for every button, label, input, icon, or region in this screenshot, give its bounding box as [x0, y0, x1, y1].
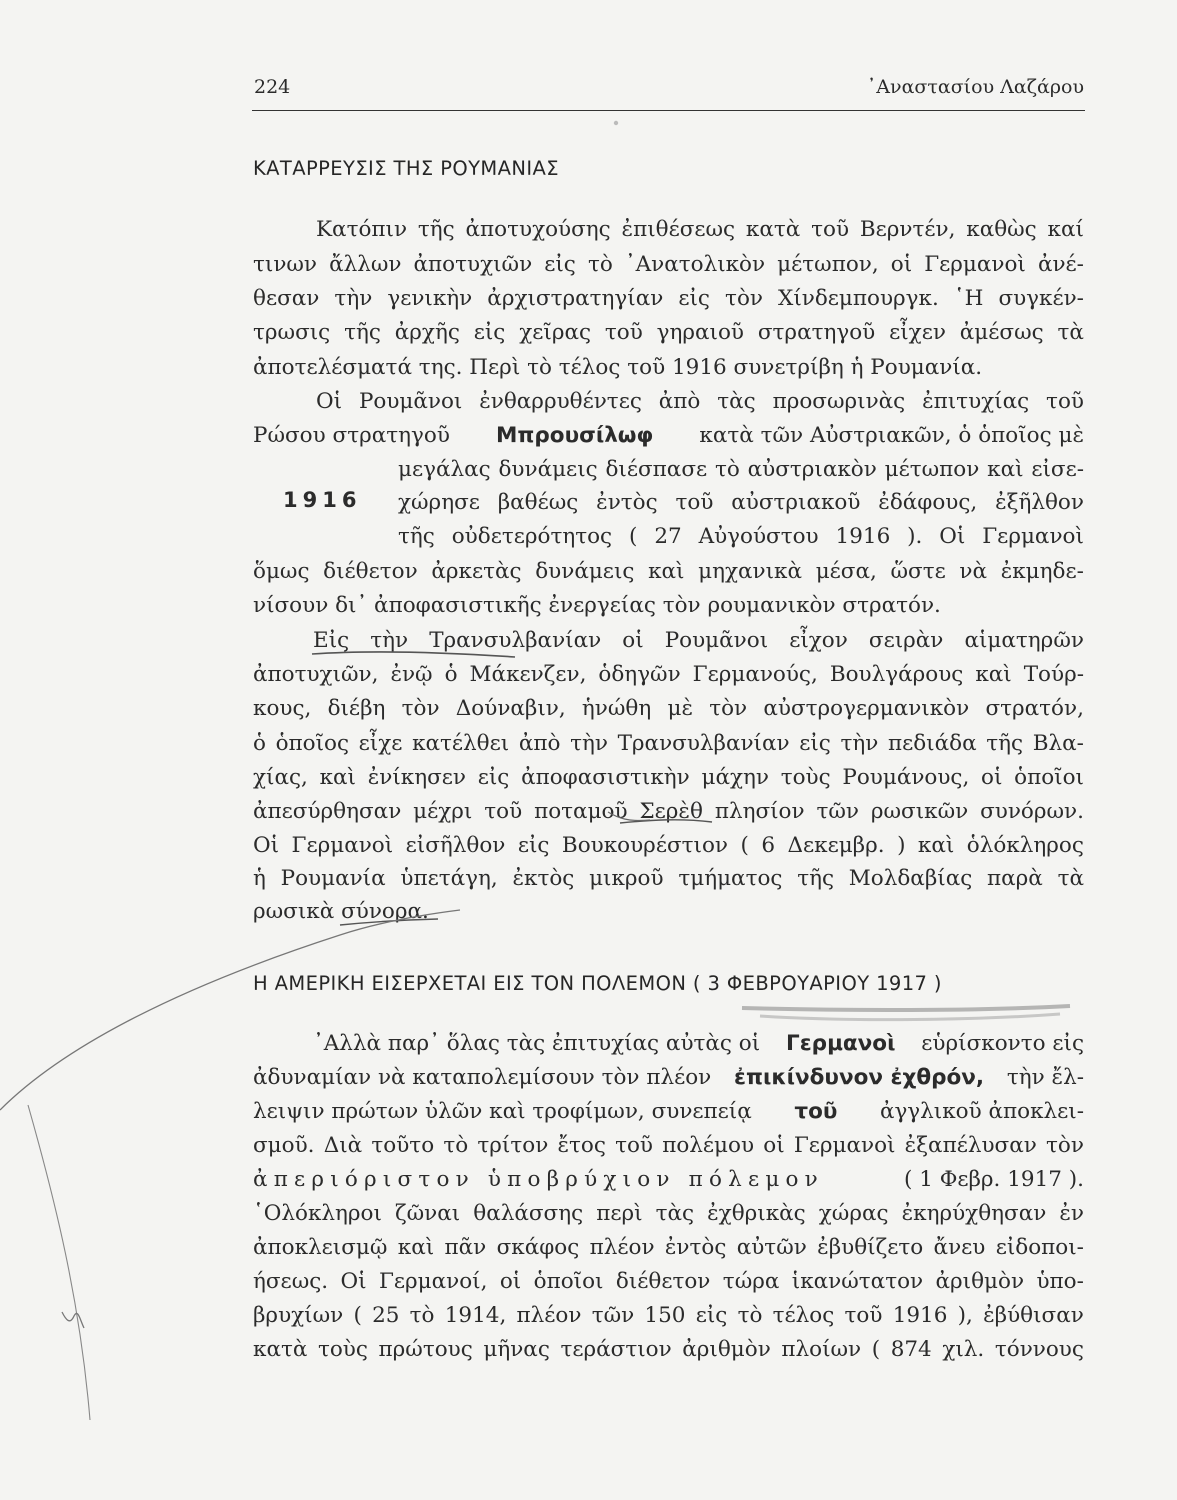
word: ὑπετάγη, [400, 866, 498, 891]
word: 150 [644, 1303, 686, 1328]
word: Γερμανοί, [378, 1269, 488, 1294]
word: τὸν [401, 696, 440, 721]
word: Γερμανοὶ [291, 833, 394, 858]
word: μέτωπον, [777, 252, 879, 277]
text-run: λειψιν πρώτων ὑλῶν καὶ τροφίμων, συνεπείᾳ [253, 1099, 752, 1124]
indented-line [398, 455, 1084, 485]
paragraph-line [253, 1199, 1084, 1229]
word: ἀποκλεισμῷ [253, 1235, 388, 1260]
paragraph-line [253, 1267, 1084, 1297]
word: Εἰς [313, 628, 350, 653]
paragraph-line [253, 1233, 1084, 1263]
word: τῆς [986, 731, 1024, 756]
text-run: ἀδυναμίαν νὰ καταπολεμίσουν τὸν πλέον [253, 1065, 712, 1090]
word: τὴν [370, 628, 409, 653]
word: τώρα [722, 1269, 780, 1294]
word: αὐστρογερμανικὸν [763, 696, 970, 721]
paragraph-line: ρωσικὰ σύνορα. [253, 899, 429, 924]
word: Μολδαβίας [848, 866, 973, 891]
word: καὶ [987, 457, 1024, 482]
indented-line [398, 488, 1084, 518]
paragraph-line: ἀποτελέσματά της. Περὶ τὸ τέλος τοῦ 1916 συνετρίβη ἡ Ρουμανία. [253, 355, 983, 380]
word: τῶν [816, 799, 859, 824]
word: μέτωπον [884, 457, 980, 482]
word: τόννους [994, 1337, 1084, 1362]
word: χίας, [253, 765, 308, 790]
word: χιλ. [942, 1337, 985, 1362]
text-run: ἀγγλικοῦ ἀποκλει- [879, 1099, 1084, 1124]
word: Ρουμᾶνοι [358, 389, 463, 414]
word: καθὼς [966, 217, 1037, 242]
word: ὑπο- [1036, 1269, 1084, 1294]
word: ( [740, 833, 749, 858]
word: ἀποτυχιῶν, [253, 662, 379, 687]
pencil-squiggle-left [62, 1312, 84, 1328]
word: ( [871, 1337, 881, 1362]
word: εἶχε [358, 731, 403, 756]
word: ὁ [253, 731, 266, 756]
word: ( [629, 524, 638, 549]
word: ὥστε [890, 559, 946, 584]
word: τοῦ [604, 320, 643, 345]
word: τὸ [587, 252, 613, 277]
word: βαθέως [497, 490, 579, 515]
word: 27 [654, 524, 682, 549]
word: οὐδετερότητος [451, 524, 613, 549]
word: εἰδοποι- [995, 1235, 1084, 1260]
word: 25 [372, 1303, 400, 1328]
word: χώρησε [398, 490, 480, 515]
word: θαλάσσης [473, 1201, 584, 1226]
word: ρωσικῶν [870, 799, 969, 824]
paragraph-line [253, 831, 1084, 861]
word: μέχρι [413, 799, 473, 824]
word: Βουλγάρους [829, 662, 964, 687]
text-run: ᾽Αλλὰ παρ᾽ ὅλας τὰς ἐπιτυχίας αὐτὰς οἱ [313, 1031, 761, 1056]
word: μὲ [667, 696, 693, 721]
word: Οἱ [939, 524, 966, 549]
word: τὴν [840, 731, 879, 756]
word: πλέον [589, 1235, 655, 1260]
word: πρώτους [378, 1337, 473, 1362]
word: κατὰ [745, 217, 801, 242]
word: ἐνῷ [390, 662, 433, 687]
word: τρωσις [253, 320, 331, 345]
word: ἐβύθισαν [983, 1303, 1084, 1328]
word: τὸ [409, 1303, 435, 1328]
word: τὰς [717, 389, 756, 414]
indented-line [398, 522, 1084, 552]
word: ποταμοῦ [534, 799, 628, 824]
word: Τρανσυλβανίαν [429, 628, 602, 653]
word: ἐνίκησεν [367, 765, 466, 790]
word: ἐνθαρρυθέντες [479, 389, 642, 414]
word: 1916 [835, 524, 891, 549]
word: γενικὴν [387, 286, 473, 311]
name-brusilov: Μπρουσίλωφ [496, 423, 654, 448]
running-head: ᾽Αναστασίου Λαζάρου [866, 76, 1084, 98]
word: 1914, [444, 1303, 507, 1328]
word: τοῦ [844, 1303, 883, 1328]
word: 1916 [892, 1303, 948, 1328]
word: ὅμως [253, 559, 310, 584]
word: εἰς [473, 320, 506, 345]
word: τῆς [398, 524, 435, 549]
word: ἐπιθέσεως [621, 217, 736, 242]
word: Ρουμᾶνοι [664, 628, 769, 653]
word: τοῦτο [371, 1133, 435, 1158]
paragraph-line [253, 1165, 1084, 1195]
word: κατὰ [253, 1337, 308, 1362]
word: καὶ [975, 662, 1012, 687]
word: αὐστριακοῦ [731, 490, 861, 515]
word: τὸ [443, 1133, 469, 1158]
word: μέσα, [815, 559, 877, 584]
word: ἀποτυχούσης [465, 217, 611, 242]
pencil-arc-lower [28, 1105, 90, 1420]
word: ἐκηρύχθησαν [901, 1201, 1047, 1226]
word: εἶχον [789, 628, 848, 653]
word: συνόρων. [980, 799, 1084, 824]
word: Χίνδεμπουργκ. [778, 286, 939, 311]
word: δυνάμεις [498, 457, 598, 482]
word: αὐστριακὸν [747, 457, 877, 482]
word: μηχανικὰ [698, 559, 803, 584]
word: παρὰ [987, 866, 1043, 891]
paragraph-line [253, 694, 1084, 724]
word: τῆς [344, 320, 381, 345]
word: πλοίων [781, 1337, 862, 1362]
paragraph-line [253, 1063, 1084, 1093]
word: ἐξῆλθον [995, 490, 1084, 515]
section-heading-america: Η ΑΜΕΡΙΚΗ ΕΙΣΕΡΧΕΤΑΙ ΕΙΣ ΤΟΝ ΠΟΛΕΜΟΝ ( 3 ΦΕΒΡΟΥΑΡΙΟΥ 1917 ) [253, 972, 942, 995]
word: ὁποῖος [275, 731, 350, 756]
word: πᾶν [444, 1235, 487, 1260]
paragraph-line [253, 1131, 1084, 1161]
word: τὸ [737, 1303, 763, 1328]
word: ζῶναι [394, 1201, 461, 1226]
word: ὁ [444, 662, 458, 687]
word: πλησίον [714, 799, 805, 824]
word: σκάφος [496, 1235, 580, 1260]
word: τμήματος [678, 866, 783, 891]
text-run: ( 1 Φεβρ. 1917 ). [903, 1167, 1084, 1192]
word: τῶν [591, 1303, 635, 1328]
spaced-emphasis: ἀπεριόριστον ὑποβρύχιον πόλεμον [253, 1167, 824, 1192]
text-run: Ρώσου στρατηγοῦ [253, 423, 450, 448]
word: ἐξαπέλυσαν [904, 1133, 1037, 1158]
word: καί [1047, 217, 1084, 242]
word: ἐπιτυχίας [922, 389, 1030, 414]
word: ᾽Ανατολικὸν [624, 252, 766, 277]
word: τρίτον [477, 1133, 549, 1158]
word: τέλος [772, 1303, 835, 1328]
text-run: τὴν ἔλ- [1006, 1065, 1084, 1090]
word: Μάκενζεν, [469, 662, 587, 687]
word: τοῦ [615, 1133, 654, 1158]
word: στρατόν, [985, 696, 1084, 721]
word: τὴν [334, 286, 373, 311]
paragraph-line [313, 1029, 1084, 1059]
word: καὶ [397, 1235, 435, 1260]
word: κατέλθει [412, 731, 510, 756]
word: ἀνέ- [1037, 252, 1084, 277]
bold-term: τοῦ [794, 1099, 838, 1124]
word: Οἱ [340, 1269, 367, 1294]
word: τὰ [1057, 866, 1084, 891]
word: Ρουμάνους, [842, 765, 970, 790]
word: καὶ [917, 833, 955, 858]
word: Βουκουρέστιον [561, 833, 728, 858]
word: Γερμανοὶ [924, 252, 1026, 277]
word: τὰ [1057, 320, 1084, 345]
word: εἰς [695, 1303, 728, 1328]
word: εἰσε- [1031, 457, 1084, 482]
word: 874 [890, 1337, 932, 1362]
word: Γερμανούς, [692, 662, 818, 687]
word: καὶ [319, 765, 356, 790]
word: ), [957, 1303, 973, 1328]
word: Οἱ [253, 833, 280, 858]
word: ῾Ολόκληροι [253, 1201, 382, 1226]
page-header [252, 76, 1084, 104]
paragraph-line [253, 284, 1084, 314]
word: τοὺς [780, 765, 831, 790]
word: τὸν [725, 286, 763, 311]
word: θεσαν [253, 286, 320, 311]
paragraph-line [253, 318, 1084, 348]
word: τῆς [797, 866, 835, 891]
text-run: εὑρίσκοντο εἰς [921, 1031, 1084, 1056]
word: ὁποῖοι [533, 1269, 604, 1294]
word: Ρουμανία [280, 866, 386, 891]
word: σειρὰν [868, 628, 944, 653]
word: στρατηγοῦ [757, 320, 876, 345]
word: κους, [253, 696, 312, 721]
word: Τούρ- [1023, 662, 1084, 687]
scan-dot [614, 121, 618, 125]
word: τοῦ [1046, 389, 1084, 414]
word: ). [907, 524, 923, 549]
word: ἀπὸ [658, 389, 701, 414]
word: τοὺς [317, 1337, 368, 1362]
word: νὰ [959, 559, 988, 584]
word: εἰς [678, 286, 710, 311]
margin-year: 1916 [283, 488, 362, 512]
word: ἐκτὸς [512, 866, 575, 891]
bold-term: Γερμανοὶ [786, 1031, 896, 1056]
word: χώρας [818, 1201, 889, 1226]
word: εἰσῆλθον [405, 833, 506, 858]
word: ἀριθμὸν [682, 1337, 771, 1362]
word: οἱ [981, 765, 1003, 790]
word: ἐντὸς [596, 490, 658, 515]
paragraph-line [313, 626, 1084, 656]
word: ἐν [1059, 1201, 1084, 1226]
word: εἰς [544, 252, 576, 277]
header-rule [252, 110, 1085, 111]
word: ἀμέσως [959, 320, 1044, 345]
page-number: 224 [254, 76, 291, 98]
word: ὁλόκληρος [966, 833, 1084, 858]
word: ἐδάφους, [878, 490, 978, 515]
word: διέβη [327, 696, 386, 721]
word: χεῖρας [519, 320, 592, 345]
word: σμοῦ. [253, 1133, 315, 1158]
word: Σερὲθ [639, 799, 703, 824]
word: δυνάμεις [535, 559, 635, 584]
word: αἱματηρῶν [964, 628, 1084, 653]
word: ὁδηγῶν [598, 662, 681, 687]
word: ἱκανώτατον [791, 1269, 924, 1294]
word: εἰς [517, 833, 550, 858]
paragraph-line [253, 1097, 1084, 1127]
word: Δεκεμβρ. [787, 833, 885, 858]
word: γηραιοῦ [656, 320, 744, 345]
word: ἐντὸς [664, 1235, 727, 1260]
paragraph-line [253, 1335, 1084, 1365]
word: εἶχεν [889, 320, 946, 345]
word: αὐτῶν [736, 1235, 807, 1260]
word: ἀρχῆς [394, 320, 460, 345]
word: Γερμανοὶ [793, 1133, 896, 1158]
word: περὶ [596, 1201, 643, 1226]
paragraph-line [253, 864, 1084, 894]
word: τὸν [709, 696, 748, 721]
word: ἐβυθίζετο [817, 1235, 924, 1260]
word: οἱ [499, 1269, 522, 1294]
word: ήσεως. [253, 1269, 329, 1294]
paragraph-line [253, 797, 1084, 827]
word: Γερμανοὶ [982, 524, 1084, 549]
word: τοῦ [484, 799, 523, 824]
word: συγκέν- [998, 286, 1084, 311]
word: τοῦ [811, 217, 850, 242]
word: τὴν [570, 731, 608, 756]
word: μικροῦ [589, 866, 664, 891]
word: διέσπασε [605, 457, 708, 482]
word: διέθετον [615, 1269, 711, 1294]
word: Οἱ [316, 389, 343, 414]
word: οἱ [622, 628, 644, 653]
word: τεράστιον [560, 1337, 672, 1362]
paragraph-line [253, 660, 1084, 690]
word: προσωρινὰς [772, 389, 906, 414]
word: ἔτος [557, 1133, 606, 1158]
word: τὰς [655, 1201, 695, 1226]
word: τινων [253, 252, 317, 277]
word: Βερντέν, [859, 217, 956, 242]
word: 6 [761, 833, 775, 858]
word: ) [897, 833, 906, 858]
word: ἄνευ [933, 1235, 986, 1260]
word: εἰς [799, 731, 831, 756]
word: μεγάλας [398, 457, 491, 482]
word: πολέμου [662, 1133, 755, 1158]
word: ἀρκετὰς [431, 559, 522, 584]
word: Κατόπιν [316, 217, 408, 242]
word: οἱ [890, 252, 913, 277]
word: βρυχίων [253, 1303, 344, 1328]
word: τῆς [417, 217, 455, 242]
section-heading-romania: ΚΑΤΑΡΡΕΥΣΙΣ ΤΗΣ ΡΟΥΜΑΝΙΑΣ [253, 157, 559, 180]
word: ῾Η [953, 286, 984, 311]
word: Δούναβιν, [455, 696, 566, 721]
word: ἀρχιστρατηγίαν [487, 286, 664, 311]
paragraph-line [253, 1301, 1084, 1331]
word: πεδιάδα [887, 731, 977, 756]
word: ἐχθρικὰς [707, 1201, 806, 1226]
paragraph-line [253, 557, 1084, 587]
word: τὸν [1046, 1133, 1084, 1158]
word: τὸ [714, 457, 740, 482]
word: ἀπεσύρθησαν [253, 799, 402, 824]
word: ἀπὸ [518, 731, 561, 756]
text-run: κατὰ τῶν Αὐστριακῶν, ὁ ὁποῖος μὲ [699, 423, 1084, 448]
paragraph-line [253, 421, 1084, 451]
pencil-scribble-heading [742, 1006, 1070, 1010]
bold-term: ἐπικίνδυνον ἐχθρόν, [734, 1065, 985, 1090]
word: ὁποῖοι [1014, 765, 1084, 790]
word: διέθετον [323, 559, 418, 584]
word: ἡ [253, 866, 266, 891]
paragraph-line [253, 729, 1084, 759]
word: ἀριθμὸν [935, 1269, 1025, 1294]
word: μῆνας [483, 1337, 550, 1362]
word: εἰς [477, 765, 510, 790]
paragraph-line [316, 215, 1084, 245]
word: τοῦ [675, 490, 714, 515]
paragraph-line: νίσουν δι᾽ ἀποφασιστικῆς ἐνεργείας τὸν ρουμανικὸν στρατόν. [253, 593, 941, 618]
pencil-scribble-heading-2 [760, 1014, 1060, 1020]
word: ( [353, 1303, 362, 1328]
paragraph-line [253, 763, 1084, 793]
word: ἀποτυχιῶν [413, 252, 533, 277]
word: καὶ [648, 559, 685, 584]
word: μάχην [701, 765, 769, 790]
word: Τρανσυλβανίαν [617, 731, 790, 756]
word: πλέον [516, 1303, 582, 1328]
paragraph-line [316, 387, 1084, 417]
word: Βλα- [1032, 731, 1084, 756]
paragraph-line [253, 250, 1084, 280]
word: ἀποφασιστικὴν [521, 765, 690, 790]
word: ἐκμηδε- [1000, 559, 1084, 584]
word: Διὰ [323, 1133, 363, 1158]
word: Αὐγούστου [698, 524, 819, 549]
word: ἡνώθη [581, 696, 652, 721]
word: ἄλλων [329, 252, 402, 277]
word: οἱ [763, 1133, 785, 1158]
